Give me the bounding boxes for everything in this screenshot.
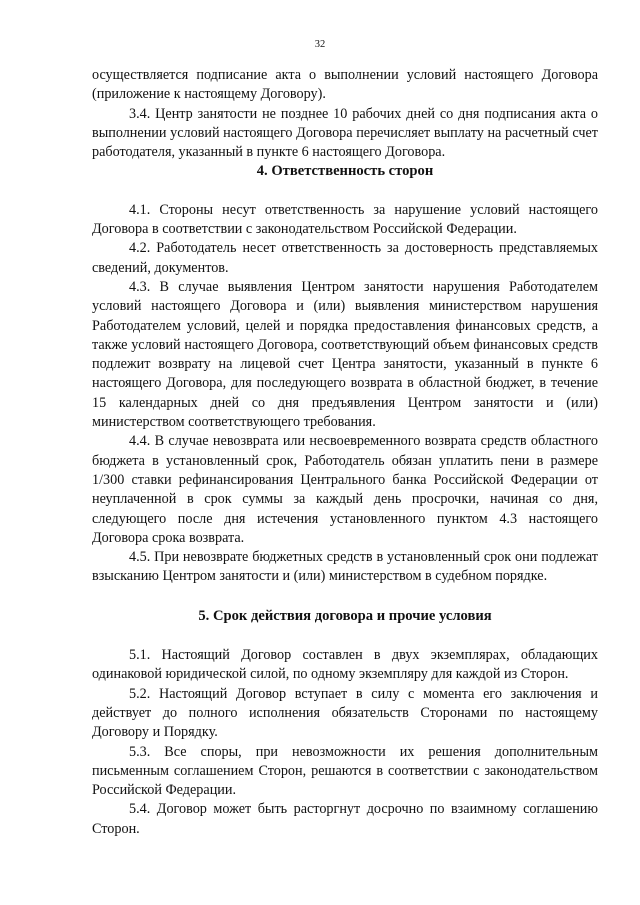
- paragraph-5-3: 5.3. Все споры, при невозможности их решения дополнительным письменным соглашением Сторон, решаются в соответствии с законодательством Российской Федерации.: [92, 743, 598, 799]
- page-number: 32: [314, 39, 326, 50]
- paragraph-5-2: 5.2. Настоящий Договор вступает в силу с момента его заключения и действует до полного исполнения обязательств Сторонами по настоящему Договору и Порядку.: [92, 685, 598, 741]
- paragraph-4-4: 4.4. В случае невозврата или несвоевременного возврата средств областного бюджета в установленный срок, Работодатель обязан уплатить пени в размере 1/300 ставки рефинансирования Центрального банка Российской Федерации от неуплаченной в срок суммы за каждый день просрочки, начиная со дня, следующего после дня истечения установленного пунктом 4.3 настоящего Договора срока возврата.: [92, 433, 598, 546]
- paragraph-5-4: 5.4. Договор может быть расторгнут досрочно по взаимному соглашению Сторон.: [92, 801, 598, 837]
- paragraph-5-1: 5.1. Настоящий Договор составлен в двух экземплярах, обладающих одинаковой юридической силой, по одному экземпляру для каждой из Сторон.: [92, 647, 598, 683]
- paragraph-3-4: 3.4. Центр занятости не позднее 10 рабочих дней со дня подписания акта о выполнении условий настоящего Договора перечисляет выплату на расчетный счет работодателя, указанный в пункте 6 настоящего Договора.: [92, 105, 598, 161]
- paragraph-4-2: 4.2. Работодатель несет ответственность за достоверность представляемых сведений, документов.: [92, 240, 598, 276]
- section-5-heading: 5. Срок действия договора и прочие условия: [198, 607, 492, 624]
- paragraph-continuation: осуществляется подписание акта о выполнении условий настоящего Договора (приложение к настоящему Договору).: [92, 67, 598, 103]
- paragraph-4-5: 4.5. При невозврате бюджетных средств в установленный срок они подлежат взысканию Центром занятости и (или) министерством в судебном порядке.: [92, 549, 598, 585]
- paragraph-4-1: 4.1. Стороны несут ответственность за нарушение условий настоящего Договора в соответствии с законодательством Российской Федерации.: [92, 201, 598, 238]
- paragraph-4-3: 4.3. В случае выявления Центром занятости нарушения Работодателем условий настоящего Договора и (или) выявления министерством нарушения Работодателем условий, целей и порядка предоставления финансовых средств, а также условий настоящего Договора, соответствующий объем финансовых средств подлежит возврату на лицевой счет Центра занятости, указанный в пункте 6 настоящего Договора, для последующего возврата в областной бюджет, в течение 15 календарных дней со дня предъявления Центром занятости и (или) министерством соответствующего требования.: [92, 278, 598, 431]
- document-body: [92, 66, 598, 839]
- section-4-heading: 4. Ответственность сторон: [256, 163, 434, 180]
